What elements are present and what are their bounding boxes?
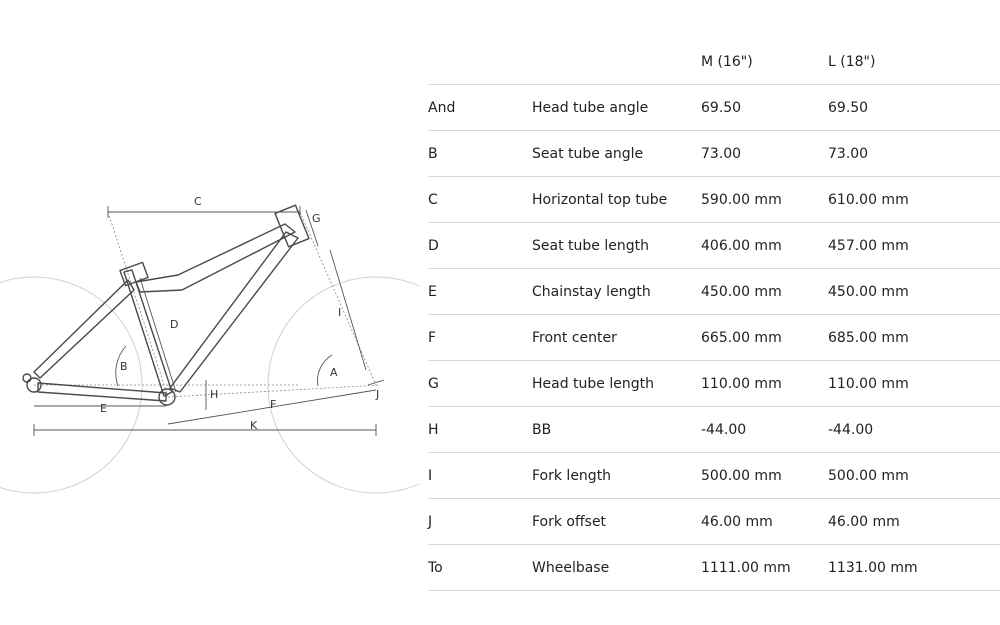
row-code: H [428,421,439,438]
geometry-table [428,40,1000,591]
table-row [428,85,1000,131]
row-value-l: 500.00 mm [828,467,909,484]
row-value-l: 610.00 mm [828,191,909,208]
row-value-l: -44.00 [828,421,874,438]
row-code: I [428,467,433,484]
row-value-m: -44.00 [701,421,747,438]
label-g: G [312,212,321,225]
table-row [428,269,1000,315]
row-value-l: 46.00 mm [828,513,900,530]
row-name: Horizontal top tube [532,191,668,208]
row-name: BB [532,421,552,438]
row-value-l: 450.00 mm [828,283,909,300]
row-value-m: 46.00 mm [701,513,773,530]
row-name: Wheelbase [532,559,610,576]
frame-drawing [0,0,420,625]
front-wheel [268,277,420,493]
row-code: E [428,283,437,300]
row-name: Fork length [532,467,612,484]
row-code: D [428,237,439,254]
table-row [428,361,1000,407]
table-row [428,315,1000,361]
bike-frame [23,205,309,405]
label-h: H [210,388,219,401]
row-name: Seat tube length [532,237,649,254]
row-value-m: 73.00 [701,145,742,162]
label-j: J [376,388,380,401]
bike-geometry-diagram [0,0,420,625]
row-value-l: 73.00 [828,145,869,162]
label-c: C [194,195,202,208]
row-value-m: 69.50 [701,99,742,116]
row-name: Head tube length [532,375,654,392]
row-value-l: 685.00 mm [828,329,909,346]
row-value-l: 457.00 mm [828,237,909,254]
label-b: B [120,360,128,373]
table-row [428,177,1000,223]
row-code: J [428,513,433,530]
row-name: Head tube angle [532,99,649,116]
row-code: To [428,559,443,576]
label-d: D [170,318,179,331]
label-k: K [250,419,258,432]
row-value-m: 1111.00 mm [701,559,791,576]
table-row [428,499,1000,545]
label-i: I [338,306,342,319]
row-value-l: 110.00 mm [828,375,909,392]
row-value-l: 69.50 [828,99,869,116]
table-header-row [428,40,1000,85]
row-code: C [428,191,438,208]
table-row [428,131,1000,177]
row-value-l: 1131.00 mm [828,559,918,576]
row-value-m: 450.00 mm [701,283,782,300]
table-row [428,545,1000,591]
row-value-m: 406.00 mm [701,237,782,254]
header-size-l: L (18") [828,54,876,70]
row-code: And [428,99,456,116]
label-a: A [330,366,338,379]
row-name: Chainstay length [532,283,651,300]
table-row [428,223,1000,269]
row-value-m: 110.00 mm [701,375,782,392]
row-code: B [428,145,438,162]
row-code: F [428,329,437,346]
row-name: Seat tube angle [532,145,644,162]
table-row [428,407,1000,453]
row-name: Front center [532,329,617,346]
row-value-m: 500.00 mm [701,467,782,484]
header-size-m: M (16") [701,54,753,70]
row-name: Fork offset [532,513,607,530]
label-f: F [270,398,277,411]
label-e: E [100,402,107,415]
row-value-m: 665.00 mm [701,329,782,346]
row-value-m: 590.00 mm [701,191,782,208]
row-code: G [428,375,439,392]
table-row [428,453,1000,499]
construction-lines [34,212,380,397]
